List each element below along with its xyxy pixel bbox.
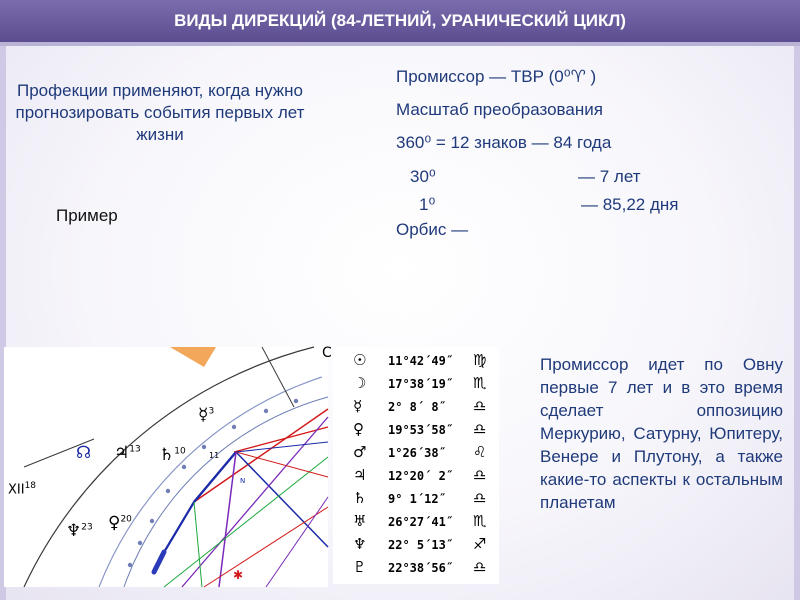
mercury-label: ☿$^3$ [198,405,215,425]
table-row [333,443,499,464]
table-row [333,512,499,533]
profections-text: Профекции применяют, когда нужно прогнозировать события первых лет жизни [15,81,305,144]
planet-positions-table [333,347,499,584]
position-value: 11°42´49˝ [388,354,454,368]
table-row [333,374,499,395]
thirty-deg: 30⁰ [410,167,436,186]
scorpio-icon: ♏ [473,374,487,392]
table-row [333,558,499,579]
jupiter-label: ♃$^{13}$ [114,443,141,463]
aspect-line [266,497,328,587]
saturn-icon: ♄ [353,489,367,507]
libra-icon: ♎ [473,420,487,438]
jupiter-icon: ♃ [353,466,367,484]
table-row [333,351,499,372]
cusp-glyph: C [322,345,332,361]
mercury-icon: ☿ [353,397,363,415]
position-value: 22°38´56˝ [388,561,454,575]
pluto-icon: ♇ [353,558,367,576]
house12-label: XII$^{18}$ [8,481,37,498]
libra-icon: ♎ [473,397,487,415]
promissor-line: Промиссор — ТВР (0⁰♈ ) [396,67,597,86]
example-label: Пример [56,206,118,225]
table-row [333,420,499,441]
sun-icon: ☉ [353,351,367,369]
venus-icon: ♀ [353,420,364,438]
node-glyph: ☊ [76,443,92,463]
header-rule [0,42,800,46]
house-divider [262,347,294,407]
libra-icon: ♎ [473,489,487,507]
saturn-label: ♄$^{10}$ [159,445,186,465]
scorpio-icon: ♏ [473,512,487,530]
position-value: 17°38´19˝ [388,377,454,391]
venus-label: ♀$^{20}$ [108,513,132,533]
natal-chart [4,345,332,587]
aspect-line [194,502,202,587]
promissor-description: Промиссор идет по Овну первые 7 лет и в это время сделает оппозицию Меркурию, Сатурну, Юпитеру, Венере и Плутону, а также какие-то аспекты к остальным планетам [540,355,783,512]
aspect-line [236,452,328,477]
cusp-segment [170,347,216,367]
neptune-label: ♆$^{23}$ [66,521,93,541]
aspect-line [219,452,236,587]
days-value: — 85,22 дня [581,195,679,214]
neptune-icon: ♆ [353,535,367,553]
natal-chart-svg [4,345,332,587]
table-row [333,466,499,487]
slide-header [0,0,800,42]
right-border [794,46,800,600]
promissor-marker [154,552,164,572]
libra-icon: ♎ [473,558,487,576]
position-value: 12°20´ 2˝ [388,469,454,483]
slide-title: ВИДЫ ДИРЕКЦИЙ (84-ЛЕТНИЙ, УРАНИЧЕСКИЙ ЦИКЛ) [174,11,626,30]
position-value: 2° 8´ 8˝ [388,400,446,414]
position-value: 1°26´38˝ [388,446,446,460]
table-row [333,397,499,418]
table-row [333,535,499,556]
mars-icon: ♂ [353,443,367,461]
uranus-icon: ♅ [353,512,367,530]
seven-years: — 7 лет [578,167,641,186]
leo-icon: ♌ [473,443,487,461]
scale-line: Масштаб преобразования [396,100,603,119]
outer-ring [24,347,314,587]
node-marker: N [240,477,246,485]
house11-label: 11 [209,451,220,460]
orbis-line: Орбис — [396,220,469,239]
aspect-line [236,442,328,452]
virgo-icon: ♍ [473,351,487,369]
signs-line: 360⁰ = 12 знаков — 84 года [396,133,612,152]
sagittarius-icon: ♐ [473,535,487,553]
one-deg: 1⁰ [419,195,436,214]
position-value: 26°27´41˝ [388,515,454,529]
table-row [333,489,499,510]
aspect-line [234,427,328,452]
star-marker: ✱ [233,568,244,582]
position-value: 22° 5´13˝ [388,538,454,552]
libra-icon: ♎ [473,466,487,484]
position-value: 9° 1´12˝ [388,492,446,506]
aspect-line [236,452,328,547]
moon-icon: ☽ [353,374,367,392]
aspect-line [204,507,328,587]
position-value: 19°53´58˝ [388,423,454,437]
